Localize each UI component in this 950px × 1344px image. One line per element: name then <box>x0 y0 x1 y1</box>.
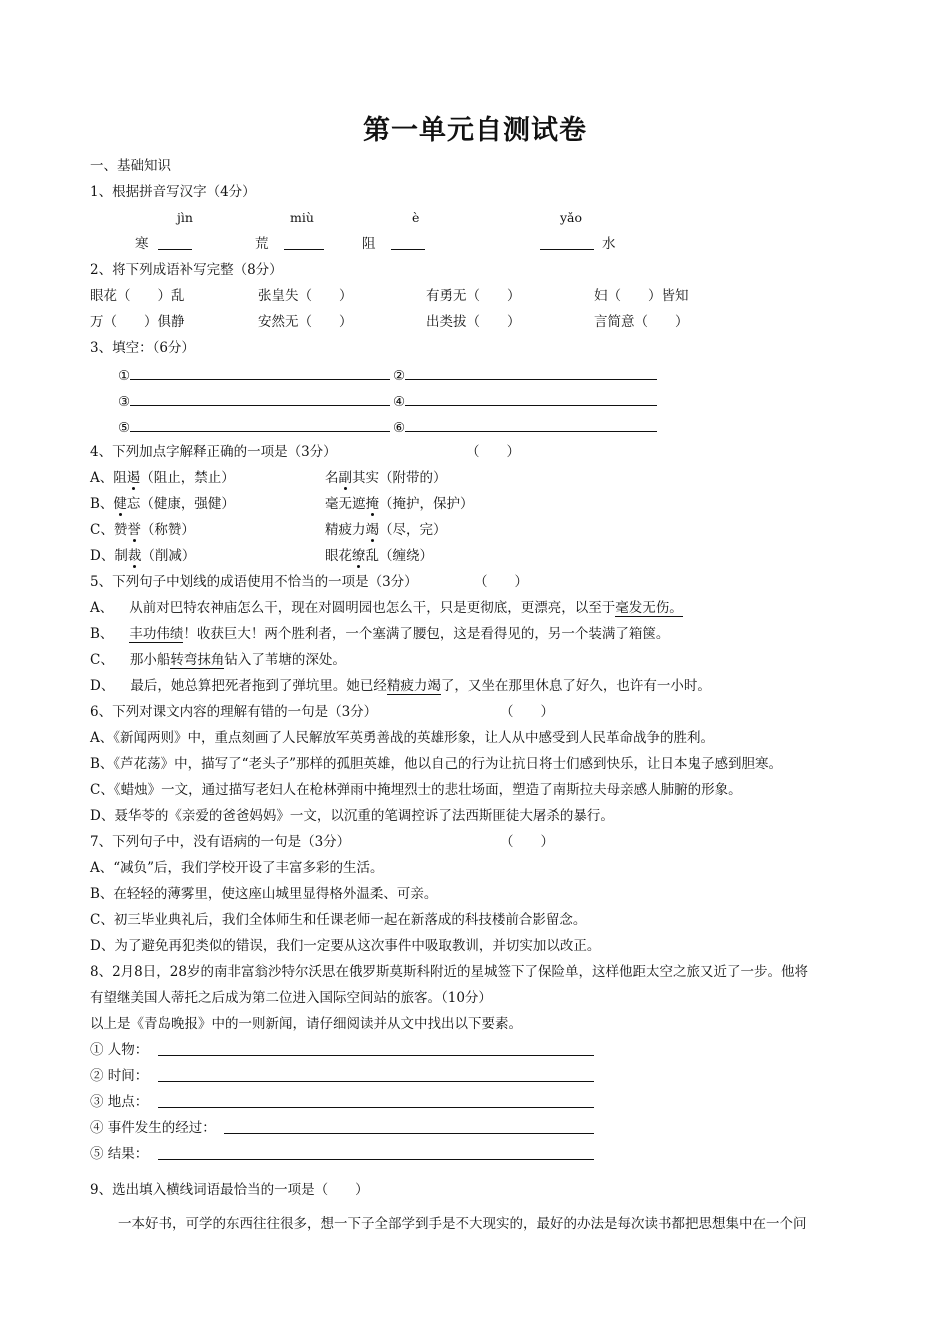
char-3: 阻 <box>362 236 376 252</box>
q5-option-c: C、 那小船转弯抹角钻入了苇塘的深处。 <box>90 652 346 668</box>
fill-line-2[interactable] <box>393 365 657 385</box>
q5-option-b: B、 丰功伟绩！收获巨大！两个胜利者，一个塞满了腰包，这是看得见的，另一个装满了箱箧。 <box>90 626 670 642</box>
answer-paren[interactable]: （ ） <box>474 574 528 590</box>
page-title: 第一单元自测试卷 <box>363 115 587 146</box>
fill-mark: ⑤ <box>118 420 131 436</box>
q9-heading: 9、选出填入横线词语最恰当的一项是（ ） <box>90 1182 369 1198</box>
idiom-7: 出类拔（ ） <box>426 314 521 330</box>
idiom-5: 万（ ）俱静 <box>90 314 185 330</box>
char-4: 水 <box>602 236 616 252</box>
q8-blank-time[interactable] <box>158 1067 594 1087</box>
q6-option-d: D、聂华苓的《亲爱的爸爸妈妈》一文，以沉重的笔调控诉了法西斯匪徒大屠杀的暴行。 <box>90 808 614 824</box>
q6-option-b: B、《芦花荡》中，描写了“老头子”那样的孤胆英雄，他以自己的行为让抗日将士们感到快乐，让日本鬼子感到胆寒。 <box>90 756 782 772</box>
blank-4[interactable] <box>540 235 594 255</box>
idiom-6: 安然无（ ） <box>258 314 353 330</box>
fill-line-6[interactable] <box>393 417 657 437</box>
blank-1[interactable] <box>158 235 192 255</box>
q7-option-b: B、在轻轻的薄雾里，使这座山城里显得格外温柔、可亲。 <box>90 886 438 902</box>
answer-paren[interactable]: （ ） <box>500 704 554 720</box>
fill-mark: ② <box>393 368 406 384</box>
q1-heading: 1、根据拼音写汉字（4分） <box>90 184 256 200</box>
q5-heading: 5、下列句子中划线的成语使用不恰当的一项是（3分） <box>90 574 418 590</box>
q8-paragraph-line-2: 有望继美国人蒂托之后成为第二位进入国际空间站的旅客。（10分） <box>90 990 492 1006</box>
fill-mark: ③ <box>118 394 131 410</box>
q8-paragraph-line-1: 8、2月8日，28岁的南非富翁沙特尔沃思在俄罗斯莫斯科附近的星城签下了保险单，这样他距太空之旅又近了一步。他将 <box>90 964 808 980</box>
fill-mark: ⑥ <box>393 420 406 436</box>
q8-blank-result[interactable] <box>158 1145 594 1165</box>
q6-option-c: C、《蜡烛》一文，通过描写老妇人在枪林弹雨中掩埋烈士的悲壮场面，塑造了南斯拉夫母亲感人肺腑的形象。 <box>90 782 742 798</box>
q8-item-process: ④ 事件发生的经过： <box>90 1120 216 1136</box>
q4-option-d-right: 眼花缭乱（缠绕） <box>325 548 433 564</box>
answer-paren[interactable]: （ ） <box>500 834 554 850</box>
q4-option-b: B、健忘（健康，强健） <box>90 496 235 512</box>
pinyin-4: yǎo <box>560 210 583 225</box>
pinyin-1: jìn <box>177 210 193 225</box>
idiom-3: 有勇无（ ） <box>426 288 521 304</box>
char-2: 荒 <box>255 236 269 252</box>
q4-option-a: A、阻遏（阻止，禁止） <box>90 470 235 486</box>
idiom-4: 妇（ ）皆知 <box>594 288 689 304</box>
q8-item-person: ① 人物： <box>90 1042 149 1058</box>
char-1: 寒 <box>135 236 149 252</box>
blank-3[interactable] <box>391 235 425 255</box>
q8-blank-process[interactable] <box>224 1119 594 1139</box>
q7-option-a: A、“减负”后，我们学校开设了丰富多彩的生活。 <box>90 860 384 876</box>
q8-blank-place[interactable] <box>158 1093 594 1113</box>
fill-mark: ④ <box>393 394 406 410</box>
blank-2[interactable] <box>284 235 324 255</box>
q4-heading: 4、下列加点字解释正确的一项是（3分） <box>90 444 337 460</box>
fill-line-4[interactable] <box>393 391 657 411</box>
fill-line-1[interactable] <box>118 365 390 385</box>
q4-option-b-right: 毫无遮掩（掩护，保护） <box>325 496 474 512</box>
q6-heading: 6、下列对课文内容的理解有错的一句是（3分） <box>90 704 378 720</box>
q4-option-c-right: 精疲力竭（尽，完） <box>325 522 447 538</box>
pinyin-3: è <box>412 210 420 225</box>
q4-option-a-right: 名副其实（附带的） <box>325 470 447 486</box>
q7-option-c: C、初三毕业典礼后，我们全体师生和任课老师一起在新落成的科技楼前合影留念。 <box>90 912 587 928</box>
q8-item-time: ② 时间： <box>90 1068 149 1084</box>
q8-instruction: 以上是《青岛晚报》中的一则新闻，请仔细阅读并从文中找出以下要素。 <box>90 1016 522 1032</box>
pinyin-2: miù <box>290 210 314 225</box>
q5-option-d: D、 最后，她总算把死者拖到了弹坑里。她已经精疲力竭了，又坐在那里休息了好久，也许有一小时。 <box>90 678 711 694</box>
q4-option-d: D、制裁（削减） <box>90 548 196 564</box>
fill-line-5[interactable] <box>118 417 390 437</box>
answer-paren[interactable]: （ ） <box>466 444 520 460</box>
q2-heading: 2、将下列成语补写完整（8分） <box>90 262 283 278</box>
q5-option-a: A、 从前对巴特农神庙怎么干，现在对圆明园也怎么干，只是更彻底，更漂亮，以至于毫发无伤。 <box>90 600 683 616</box>
fill-mark: ① <box>118 368 131 384</box>
q8-item-place: ③ 地点： <box>90 1094 149 1110</box>
q7-heading: 7、下列句子中，没有语病的一句是（3分） <box>90 834 351 850</box>
q9-passage: 一本好书，可学的东西往往很多，想一下子全部学到手是不大现实的，最好的办法是每次读书都把思想集中在一个问 <box>118 1216 807 1232</box>
q3-heading: 3、填空：（6分） <box>90 340 195 356</box>
q7-option-d: D、为了避免再犯类似的错误，我们一定要从这次事件中吸取教训，并切实加以改正。 <box>90 938 601 954</box>
q8-item-result: ⑤ 结果： <box>90 1146 149 1162</box>
idiom-8: 言简意（ ） <box>594 314 689 330</box>
idiom-1: 眼花（ ）乱 <box>90 288 185 304</box>
fill-line-3[interactable] <box>118 391 390 411</box>
idiom-2: 张皇失（ ） <box>258 288 353 304</box>
q6-option-a: A、《新闻两则》中，重点刻画了人民解放军英勇善战的英雄形象，让人从中感受到人民革命战争的胜利。 <box>90 730 714 746</box>
q8-blank-person[interactable] <box>158 1041 594 1061</box>
section-heading: 一、基础知识 <box>90 158 171 174</box>
q4-option-c: C、赞誉（称赞） <box>90 522 195 538</box>
